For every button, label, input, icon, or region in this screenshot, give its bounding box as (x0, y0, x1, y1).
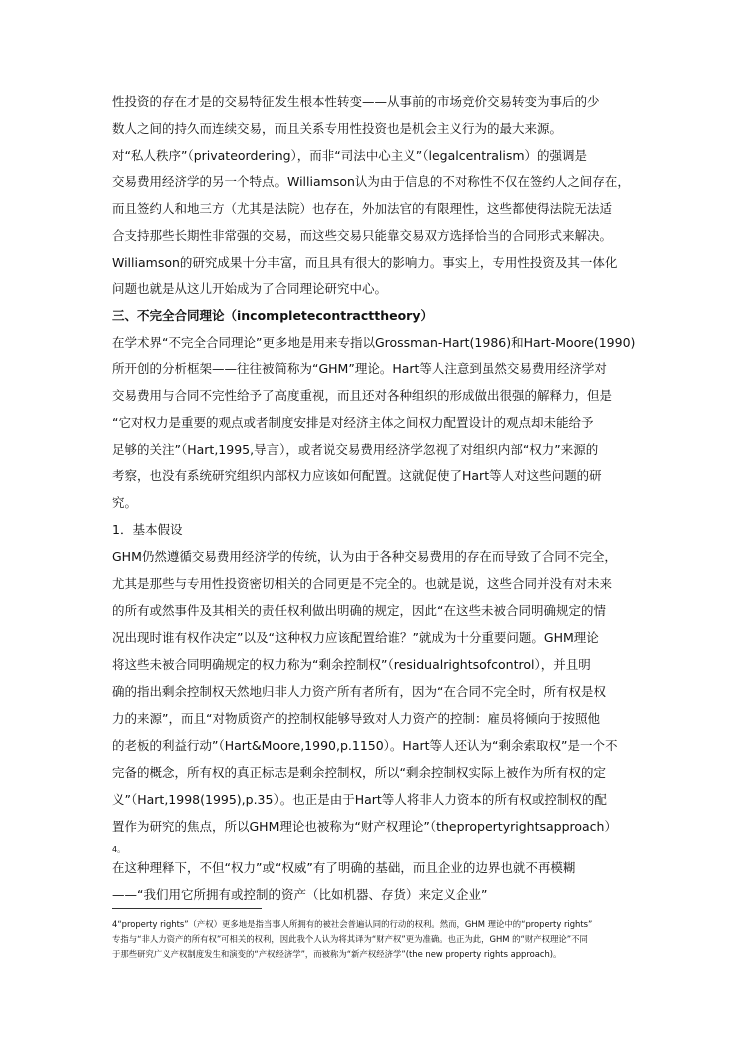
body-line: GHM仍然遵循交易费用经济学的传统，认为由于各种交易费用的存在而导致了合同不完全， (112, 549, 617, 564)
body-line: 的所有或然事件及其相关的责任权利做出明确的规定，因此“在这些未被合同明确规定的情 (112, 603, 606, 618)
body-line: 究。 (112, 495, 138, 510)
body-line: 考察，也没有系统研究组织内部权力应该如何配置。这就促使了Hart等人对这些问题的研 (112, 468, 602, 483)
body-line: 性投资的存在才是的交易特征发生根本性转变——从事前的市场竞价交易转变为事后的少 (112, 94, 600, 109)
body-line: 合支持那些长期性非常强的交易，而这些交易只能靠交易双方选择恰当的合同形式来解决。 (112, 228, 613, 243)
body-line: 力的来源”，而且“对物质资产的控制权能够导致对人力资产的控制：雇员将倾向于按照他 (112, 711, 600, 726)
body-line: 足够的关注”（Hart,1995,导言），或者说交易费用经济学忽视了对组织内部“权力”来源的 (112, 442, 599, 457)
body-line: 尤其是那些与专用性投资密切相关的合同更是不完全的。也就是说，这些合同并没有对未来 (112, 576, 613, 591)
footnote-reference: 4。 (112, 845, 126, 854)
footnote-divider (112, 908, 262, 909)
subsection-heading: 1．基本假设 (112, 522, 183, 537)
body-line: 问题也就是从这儿开始成为了合同理论研究中心。 (112, 281, 388, 296)
footnote-line: 于那些研究广义产权制度发生和演变的“产权经济学”，而被称为“新产权经济学”(the new property rights approach)。 (112, 949, 562, 959)
body-line: 所开创的分析框架——往往被简称为“GHM”理论。Hart等人注意到虽然交易费用经济学对 (112, 361, 607, 376)
body-line: Williamson的研究成果十分丰富，而且具有很大的影响力。事实上，专用性投资及其一体化 (112, 255, 618, 270)
body-line: 完备的概念，所有权的真正标志是剩余控制权，所以“剩余控制权实际上被作为所有权的定 (112, 765, 606, 780)
body-line: “它对权力是重要的观点或者制度安排是对经济主体之间权力配置设计的观点却未能给予 (112, 415, 594, 430)
body-line: 而且签约人和地三方（尤其是法院）也存在，外加法官的有限理性，这些都使得法院无法适 (112, 201, 613, 216)
body-line: 数人之间的持久而连续交易，而且关系专用性投资也是机会主义行为的最大来源。 (112, 121, 563, 136)
body-line: 置作为研究的焦点，所以GHM理论也被称为“财产权理论”（thepropertyrightsapproach） (112, 819, 617, 834)
body-line: 对“私人秩序”（privateordering），而非“司法中心主义”（legalcentralism）的强调是 (112, 148, 588, 163)
body-line: 义”（Hart,1998(1995),p.35）。也正是由于Hart等人将非人力资本的所有权或控制权的配 (112, 792, 607, 807)
body-line: 的老板的利益行动”（Hart&Moore,1990,p.1150）。Hart等人还认为“剩余索取权”是一个不 (112, 738, 618, 753)
body-line: ——“我们用它所拥有或控制的资产（比如机器、存货）来定义企业” (112, 887, 488, 902)
body-line: 在学术界“不完全合同理论”更多地是用来专指以Grossman-Hart(1986)和Hart-Moore(1990) (112, 335, 636, 350)
body-line: 交易费用与合同不完性给予了高度重视，而且还对各种组织的形成做出很强的解释力，但是 (112, 388, 613, 403)
body-line: 况出现时谁有权作决定”以及“这种权力应该配置给谁？”就成为十分重要问题。GHM理论 (112, 630, 599, 645)
footnote-line: 4“property rights”（产权）更多地是指当事人所拥有的被社会普遍认同的行动的权利。然而，GHM 理论中的“property rights” (112, 919, 593, 929)
body-line: 确的指出剩余控制权天然地归非人力资产所有者所有，因为“在合同不完全时，所有权是权 (112, 684, 606, 699)
body-line: 在这种理释下，不但“权力”或“权威”有了明确的基础，而且企业的边界也就不再模糊 (112, 860, 576, 875)
section-heading: 三、不完全合同理论（incompletecontracttheory） (112, 308, 433, 323)
body-line: 将这些未被合同明确规定的权力称为“剩余控制权”（residualrightsofcontrol），并且明 (112, 657, 591, 672)
footnote-line: 专指与“非人力资产的所有权”可相关的权利，因此我个人认为将其译为“财产权”更为准确。也正为此，GHM 的“财产权理论”不同 (112, 934, 588, 944)
body-line: 交易费用经济学的另一个特点。Williamson认为由于信息的不对称性不仅在签约人之间存在， (112, 174, 630, 189)
